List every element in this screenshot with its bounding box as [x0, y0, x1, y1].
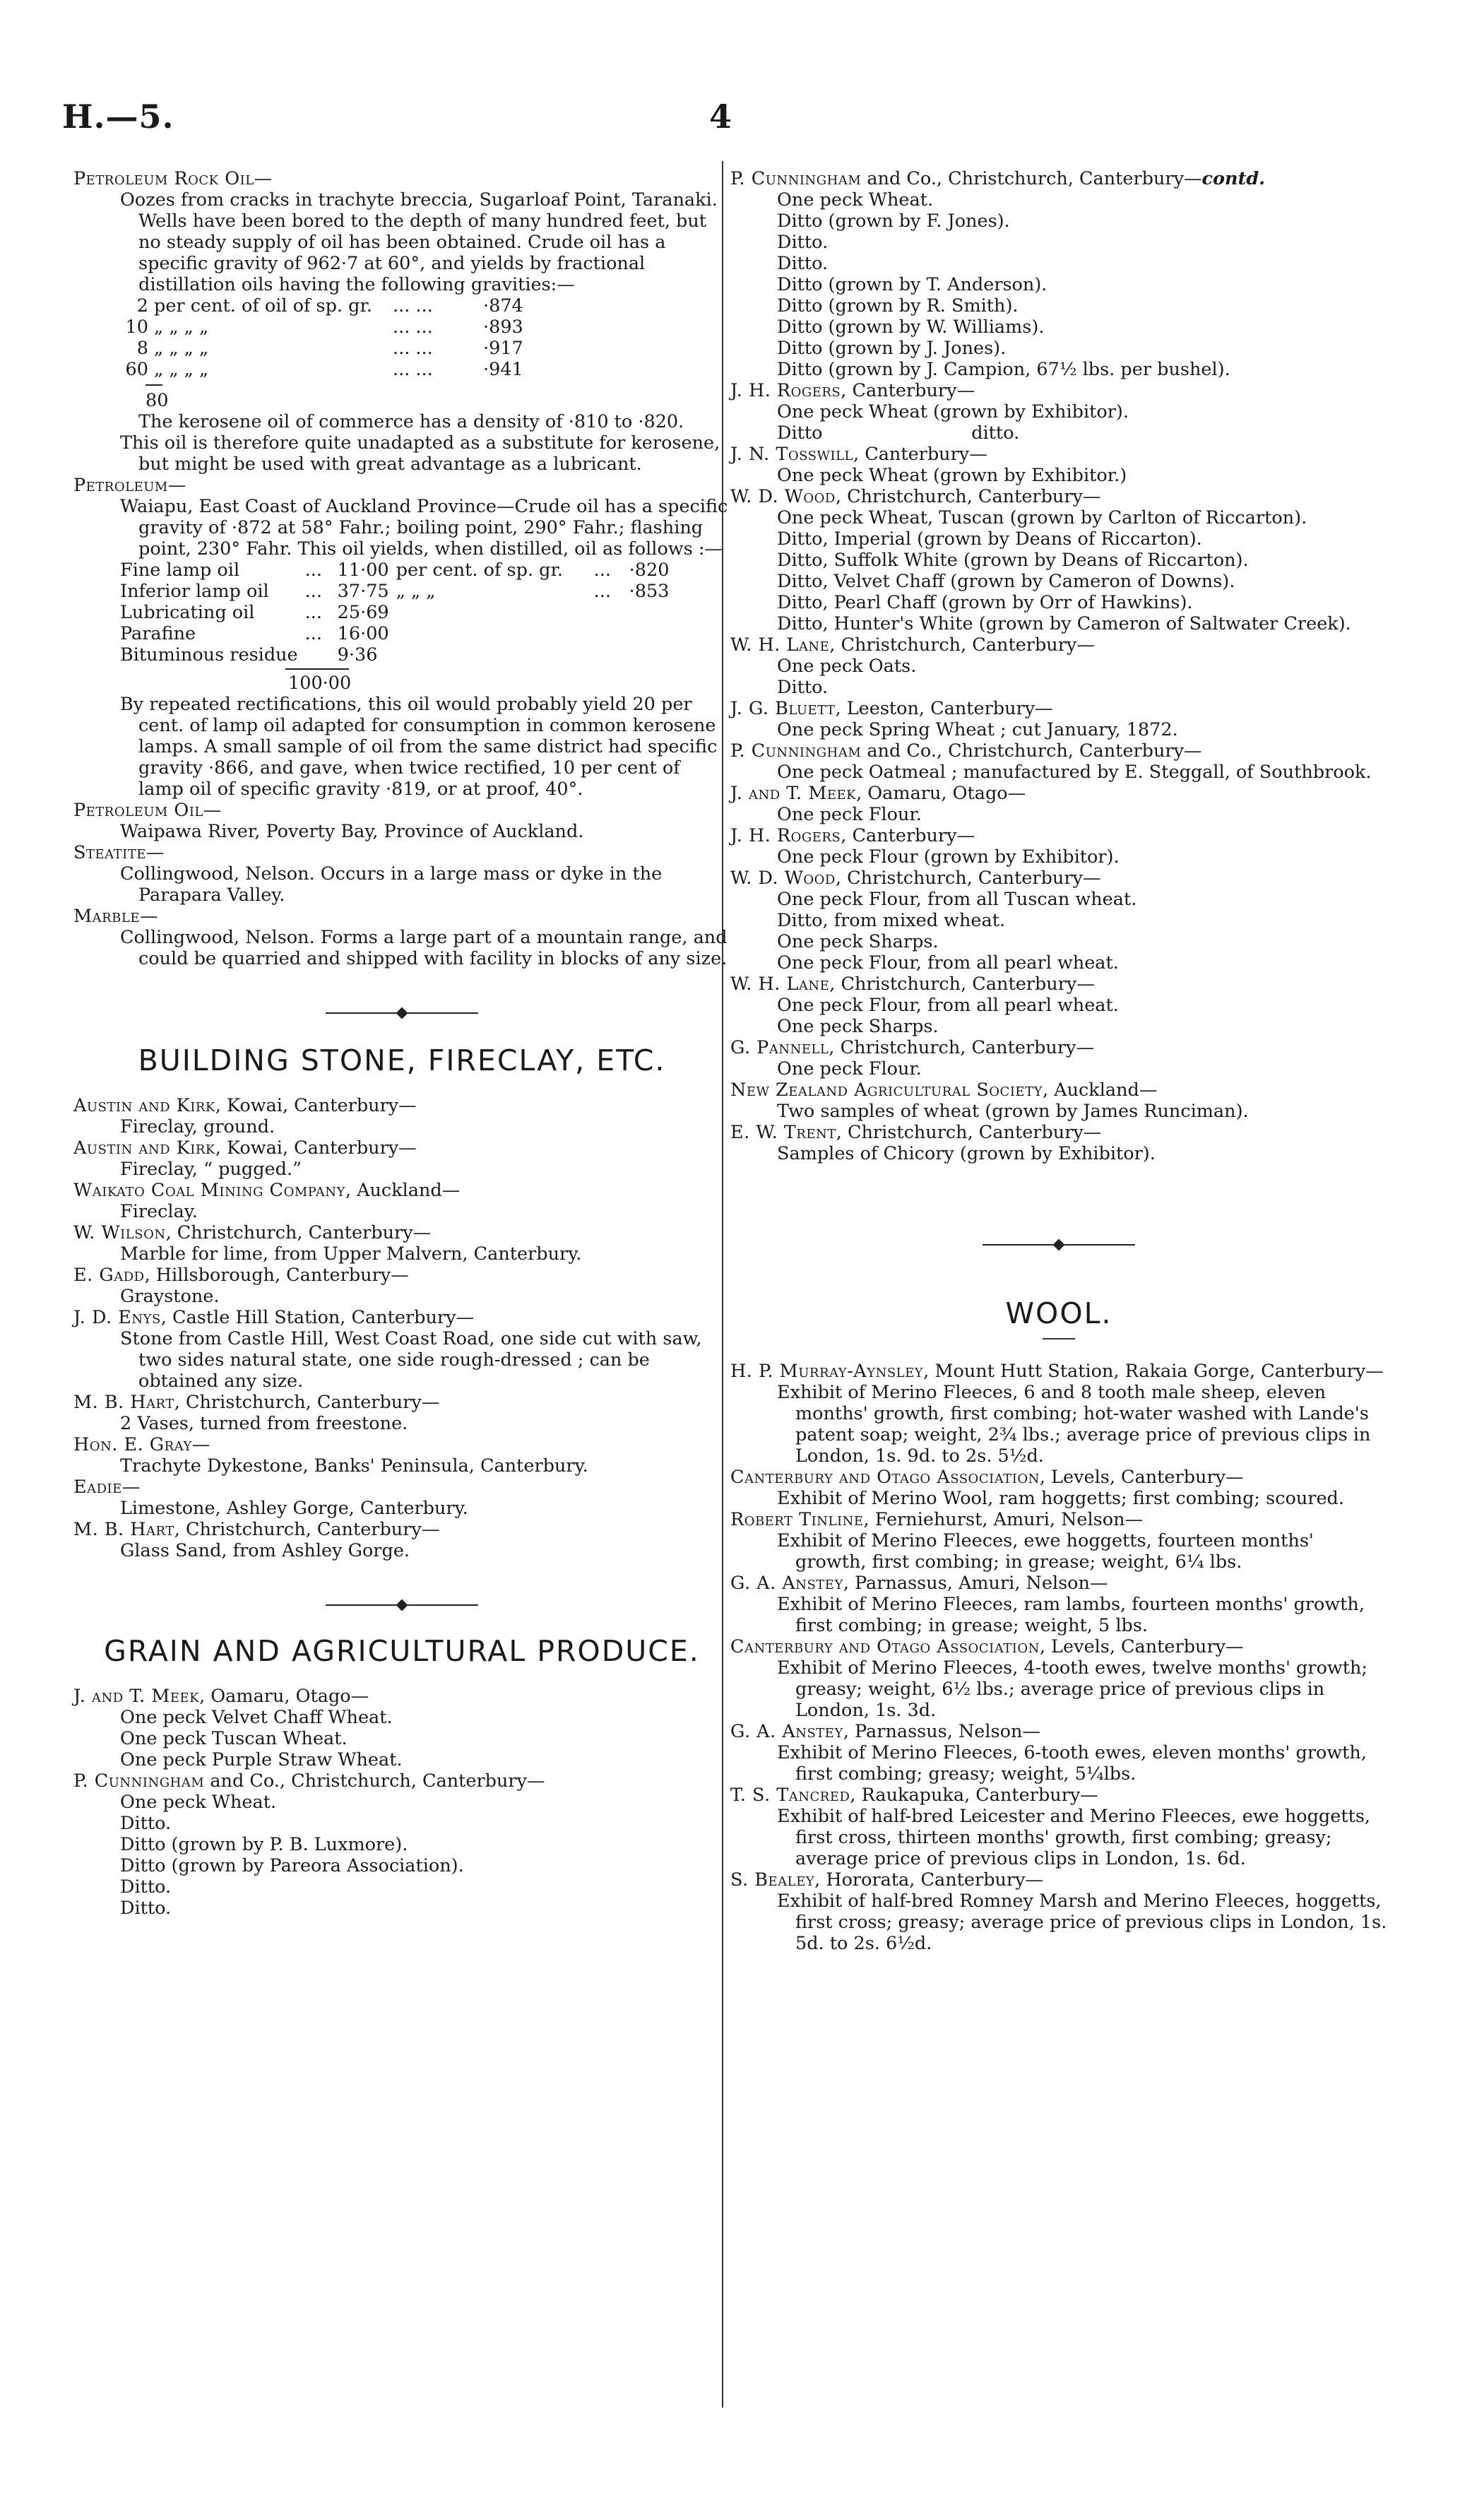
petroleum-rock-oil-entry	[73, 168, 730, 475]
exhibitor-name: G. A. Anstey	[730, 1721, 843, 1742]
exhibitor-entry: P. Cunningham and Co., Christchurch, Canterbury— One peck Oatmeal ; manufactured by E. Steggall, of Southbrook.	[730, 740, 1387, 783]
exhibitor-name: M. B. Hart	[73, 1519, 174, 1540]
exhibit-item: Fireclay, ground.	[120, 1116, 275, 1137]
exhibit-item: One peck Tuscan Wheat.	[120, 1728, 348, 1749]
exhibit-item: Ditto.	[120, 1813, 172, 1834]
exhibitor-name: New Zealand Agricultural Society	[730, 1079, 1043, 1101]
exhibit-item: Fireclay.	[120, 1201, 198, 1222]
exhibitor-name: W. D. Wood	[730, 486, 836, 507]
exhibit-item: One peck Flour, from all pearl wheat.	[777, 995, 1119, 1016]
exhibitor-name: E. Gadd	[73, 1265, 145, 1286]
exhibit-item: Ditto (grown by J. Jones).	[777, 338, 1007, 359]
exhibit-item: Ditto.	[777, 232, 829, 253]
entry-description: Waiapu, East Coast of Auckland Province—Crude oil has a specific gravity of ·872 at 58° Fahr.; boiling point, 290° Fahr.; flashing point, 230° Fahr. This oil yields, when distilled, oil as follows :—	[120, 496, 728, 560]
entry-heading: Marble—	[73, 906, 158, 927]
exhibit-item: Ditto.	[120, 1898, 172, 1919]
exhibit-item: One peck Velvet Chaff Wheat.	[120, 1707, 393, 1728]
exhibitor-entry: W. D. Wood, Christchurch, Canterbury— One peck Wheat, Tuscan (grown by Carlton of Riccarton). Ditto, Imperial (grown by Deans of Riccarton). Ditto, Suffolk White (grown by Deans of Riccarton). Ditto, Velvet Chaff (grown by Cameron of Downs). Ditto, Pearl Chaff (grown by Orr of Hawkins). Ditto, Hunter's White (grown by Cameron of Saltwater Creek).	[730, 486, 1387, 634]
exhibitor-entry: J. G. Bluett, Leeston, Canterbury— One peck Spring Wheat ; cut January, 1872.	[730, 698, 1387, 740]
exhibit-item: One peck Wheat.	[120, 1792, 277, 1813]
exhibitor-entry: W. H. Lane, Christchurch, Canterbury— One peck Flour, from all pearl wheat. One peck Sharps.	[730, 974, 1387, 1037]
exhibit-item: One peck Flour (grown by Exhibitor).	[777, 846, 1120, 868]
left-column	[73, 168, 730, 1919]
exhibit-item: Limestone, Ashley Gorge, Canterbury.	[120, 1498, 468, 1519]
exhibitor-entry: W. H. Lane, Christchurch, Canterbury— One peck Oats. Ditto.	[730, 634, 1387, 698]
table-row: Parafine ... 16·00	[120, 623, 389, 644]
exhibit-item: One peck Oatmeal ; manufactured by E. Steggall, of Southbrook.	[777, 762, 1372, 783]
exhibit-item: One peck Wheat (grown by Exhibitor).	[777, 401, 1129, 422]
petroleum-entry	[73, 475, 730, 800]
exhibitor-name: J. H. Rogers	[730, 825, 841, 846]
exhibitor-entry: J. H. Rogers, Canterbury— One peck Wheat (grown by Exhibitor). Ditto ditto.	[730, 380, 1387, 444]
entry-heading: Petroleum Rock Oil—	[73, 168, 273, 189]
exhibitor-entry: Austin and Kirk, Kowai, Canterbury— Fireclay, “ pugged.”	[73, 1137, 730, 1180]
exhibitor-name: P. Cunningham	[730, 740, 862, 762]
exhibit-item: One peck Oats.	[777, 656, 917, 677]
exhibit-item: Exhibit of half-bred Leicester and Merino Fleeces, ewe hoggetts, first cross, thirteen months' growth, first combing; greasy; average price of previous clips in London, 1s. 6d.	[777, 1806, 1371, 1869]
exhibit-item: Exhibit of Merino Fleeces, ram lambs, fourteen months' growth, first combing; in grease; weight, 5 lbs.	[777, 1594, 1365, 1636]
total: 80	[146, 390, 169, 411]
wool-entries	[730, 1361, 1387, 1954]
exhibit-item: Two samples of wheat (grown by James Runciman).	[777, 1101, 1249, 1122]
table-row: 8 „ „ „ „ ... ... ·917	[136, 338, 523, 359]
exhibitor-name: W. H. Lane	[730, 974, 830, 995]
exhibit-item: One peck Flour.	[777, 1058, 922, 1079]
steatite-entry	[73, 842, 730, 906]
report-reference: H.—5.	[62, 97, 174, 136]
exhibitor-name: Austin and Kirk	[73, 1095, 215, 1116]
exhibit-item: One peck Sharps.	[777, 931, 939, 952]
sum-rule	[285, 668, 349, 670]
table-row: Inferior lamp oil ... 37·75 „ „ „ ... ·853	[120, 581, 670, 602]
distillation-table	[120, 560, 676, 666]
exhibit-item: Ditto, Suffolk White (grown by Deans of Riccarton).	[777, 550, 1249, 571]
sum-rule	[146, 384, 162, 386]
exhibit-item: Graystone.	[120, 1286, 220, 1307]
entry-description: Waipawa River, Poverty Bay, Province of Auckland.	[120, 821, 584, 842]
exhibit-item: Ditto, Imperial (grown by Deans of Riccarton).	[777, 528, 1202, 550]
exhibit-item: One peck Flour.	[777, 804, 922, 825]
exhibitor-entry: J. D. Enys, Castle Hill Station, Canterbury— Stone from Castle Hill, West Coast Road, one side cut with saw, two sides natural state, one side rough-dressed ; can be obtained any size.	[73, 1307, 730, 1392]
exhibit-item: One peck Spring Wheat ; cut January, 1872.	[777, 719, 1178, 740]
exhibitor-entry: T. S. Tancred, Raukapuka, Canterbury—	[730, 1785, 1098, 1806]
section-ornament	[730, 1238, 1387, 1252]
table-row: Bituminous residue 9·36	[120, 644, 378, 666]
exhibit-item: Ditto, Hunter's White (grown by Cameron of Saltwater Creek).	[777, 613, 1351, 634]
exhibit-item: Fireclay, “ pugged.”	[120, 1159, 302, 1180]
exhibitor-entry: G. A. Anstey, Parnassus, Amuri, Nelson—	[730, 1573, 1108, 1594]
exhibitor-entry: H. P. Murray-Aynsley, Mount Hutt Station, Rakaia Gorge, Canterbury—	[730, 1361, 1384, 1382]
exhibitor-name: J. and T. Meek	[73, 1686, 200, 1707]
exhibitor-name: Canterbury and Otago Association	[730, 1636, 1040, 1657]
exhibitor-name: Eadie	[73, 1477, 122, 1498]
exhibit-item: Trachyte Dykestone, Banks' Peninsula, Canterbury.	[120, 1455, 588, 1477]
exhibit-item: Ditto, Velvet Chaff (grown by Cameron of Downs).	[777, 571, 1235, 592]
exhibit-item: Exhibit of Merino Fleeces, 6 and 8 tooth male sheep, eleven months' growth, first combing; hot-water washed with Lande's patent soap; weight, 2¾ lbs.; average price of previous clips in London, 1s. 9d. to 2s. 5½d.	[777, 1382, 1371, 1467]
exhibitor-entry: Waikato Coal Mining Company, Auckland— Fireclay.	[73, 1180, 730, 1222]
continued-marker: contd.	[1201, 168, 1266, 189]
exhibitor-entry: E. W. Trent, Christchurch, Canterbury— Samples of Chicory (grown by Exhibitor).	[730, 1122, 1387, 1164]
exhibit-item: Ditto (grown by R. Smith).	[777, 295, 1019, 317]
table-row: Fine lamp oil ... 11·00 per cent. of sp. gr. ... ·820	[120, 560, 670, 581]
building-stone-title: BUILDING STONE, FIRECLAY, ETC.	[138, 1043, 666, 1077]
exhibitor-name: E. W. Trent	[730, 1122, 836, 1143]
entry-heading: Petroleum Oil—	[73, 800, 222, 821]
exhibitor-entry: W. D. Wood, Christchurch, Canterbury— One peck Flour, from all Tuscan wheat. Ditto, from mixed wheat. One peck Sharps. One peck Flour, from all pearl wheat.	[730, 868, 1387, 974]
exhibit-item: Ditto, from mixed wheat.	[777, 910, 1006, 931]
exhibitor-entry: P. Cunningham and Co., Christchurch, Canterbury—contd. One peck Wheat. Ditto (grown by F. Jones). Ditto. Ditto. Ditto (grown by T. Anderson). Ditto (grown by R. Smith). Ditto (grown by W. Williams). Ditto (grown by J. Jones). Ditto (grown by J. Campion, 67½ lbs. per bushel).	[730, 168, 1387, 380]
exhibitor-entry: J. and T. Meek, Oamaru, Otago— One peck Velvet Chaff Wheat. One peck Tuscan Wheat. One peck Purple Straw Wheat.	[73, 1686, 730, 1770]
exhibit-item: Marble for lime, from Upper Malvern, Canterbury.	[120, 1243, 582, 1265]
exhibitor-name: J. D. Enys	[73, 1307, 161, 1328]
exhibitor-entry: Canterbury and Otago Association, Levels, Canterbury—	[730, 1467, 1244, 1488]
marble-entry	[73, 906, 730, 969]
wool-title: WOOL.	[1005, 1296, 1112, 1330]
exhibit-item: Ditto (grown by Pareora Association).	[120, 1855, 464, 1876]
table-row: 2 per cent. of oil of sp. gr. ... ... ·874	[136, 295, 523, 317]
exhibit-item: Ditto, Pearl Chaff (grown by Orr of Hawkins).	[777, 592, 1193, 613]
petroleum-oil-entry	[73, 800, 730, 842]
exhibitor-name: Austin and Kirk	[73, 1137, 215, 1159]
exhibit-item: One peck Wheat, Tuscan (grown by Carlton of Riccarton).	[777, 507, 1307, 528]
table-row: 10 „ „ „ „ ... ... ·893	[125, 317, 523, 338]
exhibitor-name: Waikato Coal Mining Company	[73, 1180, 345, 1201]
page-number: 4	[709, 97, 732, 136]
section-ornament	[73, 1598, 730, 1612]
exhibitor-name: G. A. Anstey	[730, 1573, 843, 1594]
exhibitor-entry: Austin and Kirk, Kowai, Canterbury— Fireclay, ground.	[73, 1095, 730, 1137]
entry-heading: Steatite—	[73, 842, 165, 863]
exhibitor-entry: Robert Tinline, Ferniehurst, Amuri, Nelson—	[730, 1509, 1144, 1530]
exhibitor-entry: G. Pannell, Christchurch, Canterbury— One peck Flour.	[730, 1037, 1387, 1079]
exhibitor-entry: J. and T. Meek, Oamaru, Otago— One peck Flour.	[730, 783, 1387, 825]
exhibit-item: Ditto (grown by F. Jones).	[777, 211, 1010, 232]
exhibit-item: Glass Sand, from Ashley Gorge.	[120, 1540, 410, 1561]
exhibitor-entry: Eadie— Limestone, Ashley Gorge, Canterbury.	[73, 1477, 730, 1519]
exhibit-item: Ditto.	[120, 1876, 172, 1898]
exhibit-item: Ditto (grown by P. B. Luxmore).	[120, 1834, 408, 1855]
exhibitor-entry: Canterbury and Otago Association, Levels, Canterbury—	[730, 1636, 1244, 1657]
exhibit-item: Exhibit of Merino Fleeces, ewe hoggetts, fourteen months' growth, first combing; in grease; weight, 6¼ lbs.	[777, 1530, 1314, 1573]
exhibit-item: 2 Vases, turned from freestone.	[120, 1413, 408, 1434]
exhibit-item: One peck Sharps.	[777, 1016, 939, 1037]
exhibit-item: Samples of Chicory (grown by Exhibitor).	[777, 1143, 1156, 1164]
exhibit-item: Exhibit of half-bred Romney Marsh and Merino Fleeces, hoggetts, first cross; greasy; average price of previous clips in London, 1s. 5d. to 2s. 6½d.	[777, 1891, 1387, 1954]
exhibitor-name: P. Cunningham	[730, 168, 862, 189]
exhibit-item: Ditto.	[777, 253, 829, 274]
gravity-table	[120, 295, 529, 380]
kerosene-note: The kerosene oil of commerce has a density of ·810 to ·820.	[138, 411, 684, 432]
exhibitor-name: W. H. Lane	[730, 634, 830, 656]
entry-heading: Petroleum—	[73, 475, 186, 496]
section-ornament	[73, 1006, 730, 1020]
exhibit-item: One peck Wheat.	[777, 189, 934, 211]
exhibitor-name: Canterbury and Otago Association	[730, 1467, 1040, 1488]
exhibit-item: Exhibit of Merino Fleeces, 6-tooth ewes, eleven months' growth, first combing; greasy; weight, 5¼lbs.	[777, 1742, 1367, 1785]
table-row: 60 „ „ „ „ ... ... ·941	[125, 359, 523, 380]
building-entries	[73, 1095, 730, 1561]
exhibit-item: Ditto (grown by J. Campion, 67½ lbs. per bushel).	[777, 359, 1230, 380]
exhibitor-name: M. B. Hart	[73, 1392, 174, 1413]
exhibitor-entry: W. Wilson, Christchurch, Canterbury— Marble for lime, from Upper Malvern, Canterbury.	[73, 1222, 730, 1265]
exhibitor-name: Robert Tinline	[730, 1509, 864, 1530]
exhibitor-name: G. Pannell	[730, 1037, 829, 1058]
exhibitor-name: S. Bealey	[730, 1869, 815, 1891]
exhibitor-entry: Hon. E. Gray— Trachyte Dykestone, Banks' Peninsula, Canterbury.	[73, 1434, 730, 1477]
conclusion: This oil is therefore quite unadapted as a substitute for kerosene, but might be used with great advantage as a lubricant.	[120, 432, 720, 475]
exhibitor-name: P. Cunningham	[73, 1770, 205, 1792]
exhibitor-name: W. Wilson	[73, 1222, 166, 1243]
entry-description: Collingwood, Nelson. Occurs in a large mass or dyke in the Parapara Valley.	[120, 863, 663, 906]
exhibit-item: Ditto (grown by T. Anderson).	[777, 274, 1047, 295]
exhibitor-entry: M. B. Hart, Christchurch, Canterbury— 2 Vases, turned from freestone.	[73, 1392, 730, 1434]
exhibitor-name: J. N. Tosswill	[730, 444, 853, 465]
exhibit-item: Exhibit of Merino Fleeces, 4-tooth ewes, twelve months' growth; greasy; weight, 6½ lbs.; average price of previous clips in London, 1s. 3d.	[777, 1657, 1368, 1721]
grain-continued-entries	[730, 168, 1387, 1164]
exhibit-item: Exhibit of Merino Wool, ram hoggetts; first combing; scoured.	[777, 1488, 1344, 1509]
entry-description: Oozes from cracks in trachyte breccia, Sugarloaf Point, Taranaki. Wells have been bored to the depth of many hundred feet, but no steady supply of oil has been obtained. Crude oil has a specific gravity of 962·7 at 60°, and yields by fractional distillation oils having the following gravities:—	[120, 189, 718, 295]
entry-description: Collingwood, Nelson. Forms a large part of a mountain range, and could be quarried and shipped with facility in blocks of any size.	[120, 927, 728, 969]
exhibit-item: Stone from Castle Hill, West Coast Road, one side cut with saw, two sides natural state, one side rough-dressed ; can be obtained any size.	[120, 1328, 702, 1392]
exhibitor-entry: S. Bealey, Hororata, Canterbury—	[730, 1869, 1044, 1891]
exhibit-item: One peck Purple Straw Wheat.	[120, 1749, 403, 1770]
exhibit-item: One peck Wheat (grown by Exhibitor.)	[777, 465, 1127, 486]
total: 100·00	[288, 673, 352, 694]
exhibitor-entry: M. B. Hart, Christchurch, Canterbury— Glass Sand, from Ashley Gorge.	[73, 1519, 730, 1561]
exhibitor-entry: J. N. Tosswill, Canterbury— One peck Wheat (grown by Exhibitor.)	[730, 444, 1387, 486]
exhibit-item: Ditto ditto.	[777, 422, 1020, 444]
exhibitor-name: J. G. Bluett	[730, 698, 836, 719]
exhibitor-name: W. D. Wood	[730, 868, 836, 889]
exhibitor-name: J. and T. Meek	[730, 783, 857, 804]
grain-entries	[73, 1686, 730, 1919]
exhibitor-entry: P. Cunningham and Co., Christchurch, Canterbury— One peck Wheat. Ditto. Ditto (grown by P. B. Luxmore). Ditto (grown by Pareora Association). Ditto. Ditto.	[73, 1770, 730, 1919]
exhibitor-entry: G. A. Anstey, Parnassus, Nelson—	[730, 1721, 1040, 1742]
exhibit-item: Ditto.	[777, 677, 829, 698]
exhibitor-name: Hon. E. Gray	[73, 1434, 192, 1455]
exhibitor-entry: E. Gadd, Hillsborough, Canterbury— Graystone.	[73, 1265, 730, 1307]
exhibitor-name: J. H. Rogers	[730, 380, 841, 401]
exhibitor-entry: J. H. Rogers, Canterbury— One peck Flour (grown by Exhibitor).	[730, 825, 1387, 868]
exhibit-item: One peck Flour, from all pearl wheat.	[777, 952, 1119, 974]
exhibit-item: Ditto (grown by W. Williams).	[777, 317, 1045, 338]
exhibitor-entry: New Zealand Agricultural Society, Auckland— Two samples of wheat (grown by James Runciman).	[730, 1079, 1387, 1122]
exhibit-item: One peck Flour, from all Tuscan wheat.	[777, 889, 1137, 910]
right-column	[730, 168, 1387, 1954]
exhibitor-name: H. P. Murray-Aynsley	[730, 1361, 924, 1382]
grain-title: GRAIN AND AGRICULTURAL PRODUCE.	[104, 1634, 700, 1668]
table-row: Lubricating oil ... 25·69	[120, 602, 389, 623]
exhibitor-name: T. S. Tancred	[730, 1785, 850, 1806]
rectification-note: By repeated rectifications, this oil would probably yield 20 per cent. of lamp oil adapted for consumption in common kerosene lamps. A small sample of oil from the same district had specific gravity ·866, and gave, when twice rectified, 10 per cent of lamp oil of specific gravity ·819, or at proof, 40°.	[120, 694, 718, 800]
